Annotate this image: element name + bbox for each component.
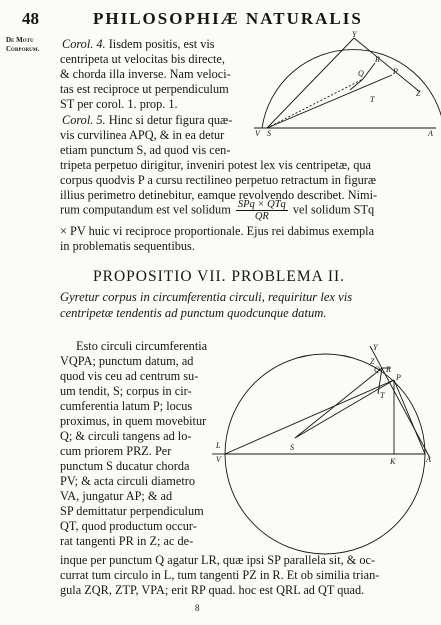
text-line: Iisdem positis, est vis (108, 37, 215, 51)
solution-line: um tendit, S; corpus in cir- (60, 384, 192, 398)
solution-line: Q; & circuli tangens ad lo- (60, 429, 192, 443)
figure-2-label: Z (370, 357, 375, 366)
text-line: etiam punctum S, ad quod vis cen- (60, 143, 231, 157)
solution-line: VQPA; punctum datum, ad (60, 354, 194, 368)
figure-2-label: A (426, 455, 431, 464)
text-line: centripeta ut velocitas bis directe, (60, 52, 225, 66)
text-line: illius perimetro detinebitur, eamque revolvendo describet. Nimi- (60, 188, 378, 202)
enunciation-line: centripetæ tendentis ad punctum quodcunque datum. (60, 306, 327, 320)
figure-2-label: P (396, 373, 401, 382)
figure-1-label: R (375, 55, 380, 64)
text-line: tripeta perpetuo dirigitur, inveniri potest lex vis centripetæ, qua (60, 158, 371, 172)
fraction (236, 199, 288, 222)
figure-2-label: R (386, 365, 391, 374)
text-line: rum computandum est vel solidum (60, 202, 231, 217)
figure-2-label: T (380, 391, 385, 400)
text-line: vis curvilinea APQ, & in ea detur (60, 128, 225, 142)
solution-line: cum priorem PRZ. Per (60, 444, 172, 458)
figure-1-label: Z (416, 89, 421, 98)
text-line: Hinc si detur figura quæ- (108, 113, 233, 127)
text-line: inque per punctum Q agatur LR, quæ ipsi SP parallela sit, & oc- (60, 553, 376, 567)
figure-2-chord-vp (225, 380, 394, 454)
text-line: × PV huic vi reciproce proportionale. Ejus rei dabimus exempla (60, 224, 375, 238)
figure-1-label: P (393, 67, 398, 76)
corollary-5-line (62, 113, 232, 128)
solution-line: quod vis ceu ad centrum su- (60, 369, 199, 383)
figure-2-label: Y (373, 343, 378, 352)
figure-1-label: A (428, 129, 433, 138)
figure-1-label: Q (358, 69, 364, 78)
corollary-label: Corol. 5. (62, 113, 106, 127)
figure-2-label: Q (374, 365, 380, 374)
corollary-label: Corol. 4. (62, 37, 106, 51)
text-line: ST per corol. 1. prop. 1. (60, 97, 178, 111)
figure-1-label: S (267, 129, 271, 138)
figure-1-label: Y (352, 30, 357, 39)
text-line: in problematis sequentibus. (60, 239, 195, 253)
margin-note-line-2: Corporum. (6, 45, 40, 53)
text-line: tas est reciproce ut perpendiculum (60, 82, 229, 96)
figure-1-line-sq (267, 79, 363, 128)
figure-2-line-sq (295, 368, 382, 438)
solution-line: Esto circuli circumferentia (76, 339, 208, 353)
corollary-4-line (62, 37, 215, 52)
running-head: PHILOSOPHIÆ NATURALIS (93, 9, 363, 28)
text-line: currat tum circulo in L, tum tangenti PZ in R. Et ob similia trian- (60, 568, 380, 582)
page-number: 48 (22, 9, 39, 28)
figure-2-label: V (216, 455, 221, 464)
solution-line: VA, jungatur AP; & ad (60, 489, 173, 503)
text-line: gula ZQR, ZTP, VPA; erit RP quad. hoc est QRL ad QT quad. (60, 583, 365, 597)
figure-1-label: V (255, 129, 260, 138)
signature-mark: 8 (195, 603, 200, 613)
figure-2-diagram (218, 338, 441, 560)
fraction-numerator: SPq × QTq (237, 199, 286, 210)
figure-2-tangent (370, 346, 430, 458)
figure-2-chord-ap (394, 380, 425, 454)
figure-1-line-qr (363, 63, 375, 79)
enunciation-line: Gyretur corpus in circumferentia circuli, requiritur lex vis (60, 290, 353, 304)
solution-line: punctum S ducatur chorda (60, 459, 190, 473)
text-line: corpus quodvis P a cursu rectilineo perpetuo retractum in figuræ (60, 173, 377, 187)
margin-note-line-1: De Motu (6, 36, 34, 44)
figure-1-label: T (370, 95, 375, 104)
proposition-title: PROPOSITIO VII. PROBLEMA II. (93, 268, 346, 285)
figure-1-line-sy (267, 38, 354, 128)
text-line: vel solidum STq (292, 202, 375, 217)
figure-2-label: S (290, 443, 294, 452)
text-line: & chorda illa inverse. Nam veloci- (60, 67, 231, 81)
solution-line: proximus, in quem movebitur (60, 414, 207, 428)
formula-line (60, 199, 374, 222)
solution-line: cumferentia latum P; locus (60, 399, 193, 413)
solution-line: SP demittatur perpendiculum (60, 504, 204, 518)
margin-note (6, 36, 39, 54)
solution-line: QT, quod productum occur- (60, 519, 197, 533)
figure-1-diagram (250, 28, 440, 140)
figure-1-tangent (354, 38, 420, 92)
fraction-denominator: QR (254, 211, 269, 222)
figure-2-label: K (390, 457, 396, 466)
solution-line: rat tangenti PR in Z; ac de- (60, 534, 194, 548)
figure-2-label: L (216, 441, 221, 450)
solution-line: PV; & acta circuli diametro (60, 474, 195, 488)
